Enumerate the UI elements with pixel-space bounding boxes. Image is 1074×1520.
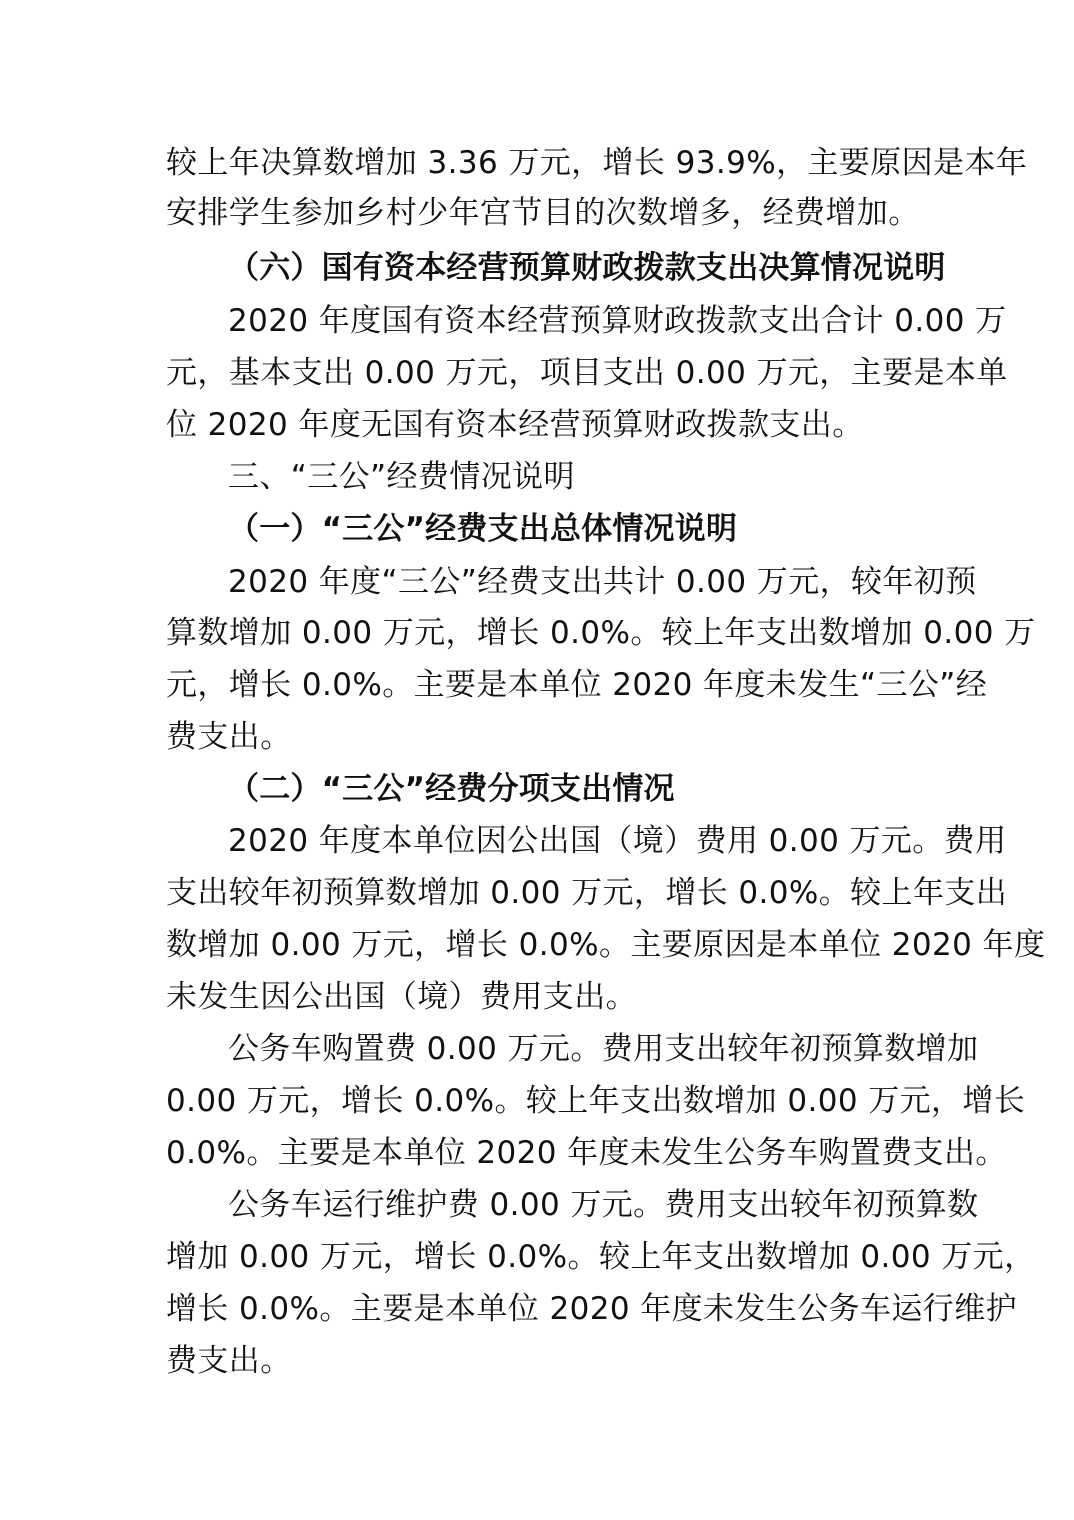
paragraph-line: 未发生因公出国（境）费用支出。: [166, 979, 637, 1015]
section-heading: 三、“三公”经费情况说明: [228, 459, 575, 495]
paragraph-line: 增长 0.0%。主要是本单位 2020 年度未发生公务车运行维护: [166, 1291, 1018, 1327]
paragraph-line: 元，增长 0.0%。主要是本单位 2020 年度未发生“三公”经: [166, 667, 988, 703]
section-heading: （一）“三公”经费支出总体情况说明: [228, 511, 738, 547]
paragraph-line: 公务车购置费 0.00 万元。费用支出较年初预算数增加: [228, 1031, 979, 1067]
section-heading: （六）国有资本经营预算财政拨款支出决算情况说明: [228, 250, 946, 286]
paragraph-line: 0.00 万元，增长 0.0%。较上年支出数增加 0.00 万元，增长: [166, 1083, 1026, 1119]
paragraph-line: 位 2020 年度无国有资本经营预算财政拨款支出。: [166, 407, 864, 443]
paragraph-line: 安排学生参加乡村少年宫节目的次数增多，经费增加。: [166, 195, 920, 231]
paragraph-line: 费支出。: [166, 1343, 292, 1379]
paragraph-line: 支出较年初预算数增加 0.00 万元，增长 0.0%。较上年支出: [166, 875, 1008, 911]
paragraph-line: 2020 年度“三公”经费支出共计 0.00 万元，较年初预: [228, 564, 977, 600]
paragraph-line: 2020 年度国有资本经营预算财政拨款支出合计 0.00 万: [228, 303, 1007, 339]
paragraph-line: 较上年决算数增加 3.36 万元，增长 93.9%，主要原因是本年: [166, 145, 1028, 181]
paragraph-line: 元，基本支出 0.00 万元，项目支出 0.00 万元，主要是本单: [166, 355, 1008, 391]
paragraph-line: 0.0%。主要是本单位 2020 年度未发生公务车购置费支出。: [166, 1135, 1007, 1171]
paragraph-line: 2020 年度本单位因公出国（境）费用 0.00 万元。费用: [228, 823, 1007, 859]
paragraph-line: 算数增加 0.00 万元，增长 0.0%。较上年支出数增加 0.00 万: [166, 615, 1036, 651]
section-heading: （二）“三公”经费分项支出情况: [228, 771, 675, 807]
paragraph-line: 数增加 0.00 万元，增长 0.0%。主要原因是本单位 2020 年度: [166, 927, 1046, 963]
paragraph-line: 费支出。: [166, 719, 292, 755]
paragraph-line: 公务车运行维护费 0.00 万元。费用支出较年初预算数: [228, 1187, 979, 1223]
paragraph-line: 增加 0.00 万元，增长 0.0%。较上年支出数增加 0.00 万元，: [166, 1239, 1036, 1275]
